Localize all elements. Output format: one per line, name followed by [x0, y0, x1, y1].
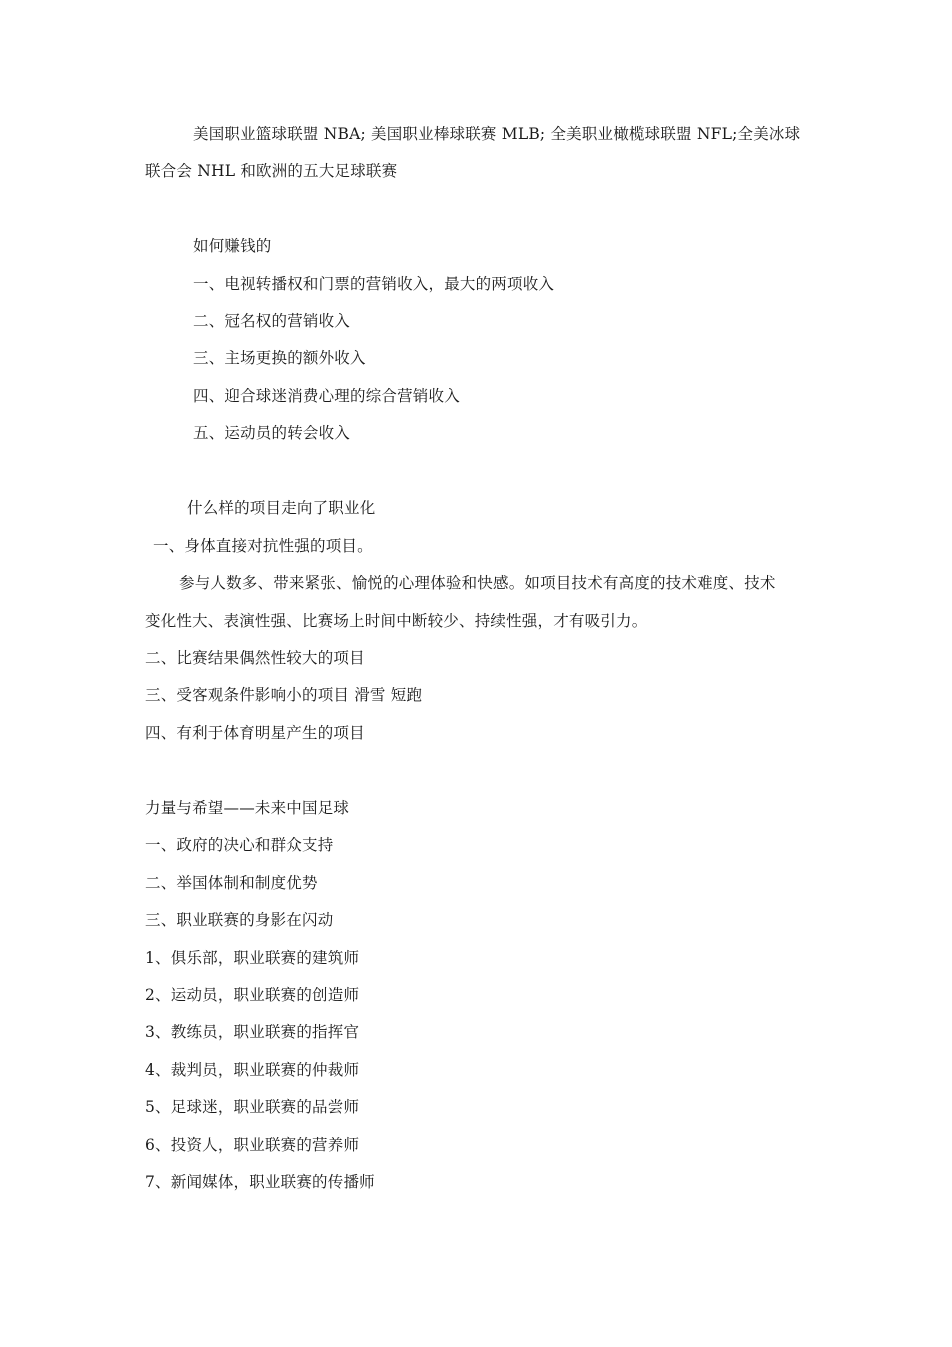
football-role: 5、足球迷，职业联赛的品尝师 — [145, 1098, 360, 1116]
earning-item: 一、电视转播权和门票的营销收入，最大的两项收入 — [193, 275, 555, 293]
football-role: 6、投资人，职业联赛的营养师 — [145, 1136, 360, 1154]
football-role: 4、裁判员，职业联赛的仲裁师 — [145, 1061, 360, 1079]
professional-detail-line-2: 变化性大、表演性强、比赛场上时间中断较少、持续性强，才有吸引力。 — [145, 612, 648, 630]
professional-item-3: 三、受客观条件影响小的项目 滑雪 短跑 — [145, 686, 423, 704]
leagues-paragraph-line-1: 美国职业篮球联盟 NBA; 美国职业棒球联赛 MLB; 全美职业橄榄球联盟 NFL;全美冰球 — [193, 125, 801, 143]
earning-item: 二、冠名权的营销收入 — [193, 312, 351, 330]
football-role: 7、新闻媒体，职业联赛的传播师 — [145, 1173, 375, 1191]
football-point: 三、职业联赛的身影在闪动 — [145, 911, 334, 929]
earning-item: 三、主场更换的额外收入 — [193, 349, 366, 367]
leagues-paragraph-line-2: 联合会 NHL 和欧洲的五大足球联赛 — [145, 162, 398, 180]
earning-item: 四、迎合球迷消费心理的综合营销收入 — [193, 387, 460, 405]
professional-item-4: 四、有利于体育明星产生的项目 — [145, 724, 365, 742]
professional-item-1: 一、身体直接对抗性强的项目。 — [153, 537, 373, 555]
football-role: 3、教练员，职业联赛的指挥官 — [145, 1023, 360, 1041]
earning-heading: 如何赚钱的 — [193, 237, 272, 255]
professional-detail-line-1: 参与人数多、带来紧张、愉悦的心理体验和快感。如项目技术有高度的技术难度、技术 — [179, 574, 776, 592]
football-point: 二、举国体制和制度优势 — [145, 874, 318, 892]
football-role: 2、运动员，职业联赛的创造师 — [145, 986, 360, 1004]
football-point: 一、政府的决心和群众支持 — [145, 836, 334, 854]
football-heading: 力量与希望——未来中国足球 — [145, 799, 350, 817]
earning-item: 五、运动员的转会收入 — [193, 424, 351, 442]
professional-item-2: 二、比赛结果偶然性较大的项目 — [145, 649, 365, 667]
professional-heading: 什么样的项目走向了职业化 — [187, 499, 376, 517]
football-role: 1、俱乐部，职业联赛的建筑师 — [145, 949, 360, 967]
